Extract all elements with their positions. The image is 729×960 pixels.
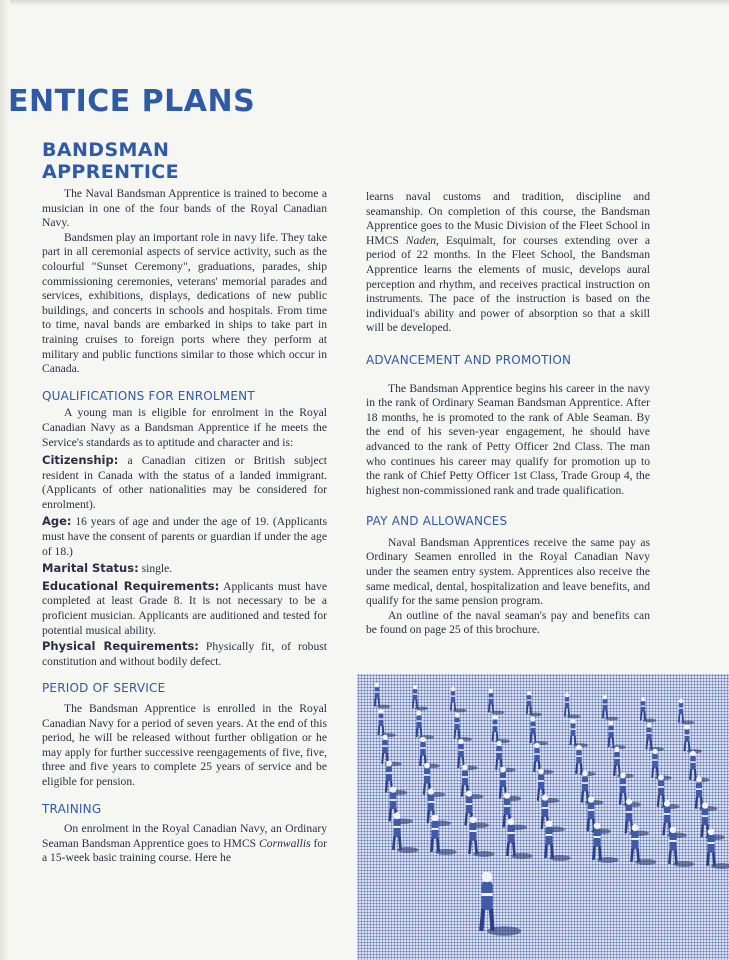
training-text-continued: learns naval customs and tradition, discipline and seamanship. On completion of this course, the Bandsman Apprentice goes to the Music Division of the Fleet School in HMCS — [366, 190, 650, 247]
band-member — [565, 693, 581, 718]
intro-paragraph-1: The Naval Bandsman Apprentice is trained to become a musician in one of the four bands of the Royal Canadian Navy. — [42, 187, 327, 230]
ship-name: Naden — [405, 233, 437, 247]
qualification-term: Educational Requirements: — [42, 578, 220, 593]
pay-heading: PAY AND ALLOWANCES — [366, 514, 508, 529]
band-member — [420, 737, 440, 768]
advancement-heading: ADVANCEMENT AND PROMOTION — [366, 352, 572, 367]
navy-band-photo — [357, 674, 729, 960]
band-member — [646, 723, 664, 751]
pay-paragraph-2: An outline of the naval seaman's pay and benefits can be found on page 25 of this brochure. — [366, 608, 650, 637]
band-member — [570, 719, 588, 747]
band-member — [458, 739, 478, 770]
band-member — [608, 721, 626, 749]
qualifications-heading: QUALIFICATIONS FOR ENROLMENT — [42, 388, 255, 403]
band-member — [431, 814, 456, 855]
page-heading: ENTICE PLANS — [8, 84, 256, 119]
band-member — [593, 822, 618, 863]
page-edge — [0, 0, 729, 6]
qualification-marital-status — [42, 561, 327, 577]
band-illustration — [357, 674, 729, 960]
band-member — [492, 715, 510, 743]
band-member — [382, 735, 402, 766]
qualification-education — [42, 579, 327, 638]
band-member — [631, 824, 656, 865]
left-column — [42, 187, 327, 866]
qualification-text: 16 years of age and under the age of 19. (Applicants must have the consent of parents or guardian if under the age of 18.) — [42, 515, 327, 558]
band-member — [603, 695, 619, 720]
section-title-line-2: APPRENTICE — [42, 161, 180, 183]
qualification-text: single. — [138, 562, 173, 576]
band-member — [416, 711, 434, 739]
intro-paragraph-2: Bandsmen play an important role in navy life. They take part in all ceremonial aspects of service activity, such as the colourful "Sunset Ceremony", graduations, parades, ship commissioning ceremonies, veterans' memorial parades and services, exhibitions, displays, dedications of new public buildings, and concerts in schools and hospitals. From time to time, naval bands are embarked in ships to take part in training cruises to foreign ports where they perform at military and public functions similar to those which occur in Canada. — [42, 230, 327, 376]
band-member — [469, 816, 494, 857]
band-member — [684, 725, 702, 753]
qualification-text: a Canadian citizen or British subject resident in Canada with the status of a landed immigrant. (Applicants of other nationalities may be considered for enrolment). — [42, 454, 327, 511]
band-member — [451, 687, 467, 712]
band-member — [413, 685, 429, 710]
period-paragraph: The Bandsman Apprentice is enrolled in the Royal Canadian Navy for a period of seven years. At the end of this period, he will be released without further obligation or he may apply for further successive reengagements of five, five, three and five years to complete 25 years of service and be eligible for pension. — [42, 702, 327, 788]
section-title-line-1: BANDSMAN — [42, 139, 170, 161]
advancement-paragraph: The Bandsman Apprentice begins his career in the navy in the rank of Ordinary Seaman Bandsman Apprentice. After 18 months, he is promoted to the rank of Able Seaman. By the end of his seven-year engagement, he should have advanced to the rank of Petty Officer 2nd Class. The man who continues his career may qualify for promotion up to the rank of Chief Petty Officer 1st Class, Trade Group 4, the highest non-commissioned rank and trade qualification. — [366, 381, 650, 497]
qualifications-intro: A young man is eligible for enrolment in the Royal Canadian Navy as a Bandsman Apprentice if he meets the Service's standards as to aptitude and character and is: — [42, 406, 327, 449]
band-member — [707, 828, 729, 869]
band-member — [534, 743, 554, 774]
band-member — [496, 741, 516, 772]
band-member — [454, 713, 472, 741]
qualification-age — [42, 514, 327, 559]
qualification-term: Citizenship: — [42, 453, 119, 468]
band-member — [489, 689, 505, 714]
pay-paragraph-1: Naval Bandsman Apprentices receive the same pay as Ordinary Seamen enrolled in the Royal Canadian Navy under the seamen entry system. Apprentices also receive the same medical, dental, hospitalization and leave benefits, and qualify for the same pension program. — [366, 535, 650, 608]
band-member — [530, 717, 548, 745]
band-member — [481, 872, 521, 936]
band-member — [393, 812, 418, 853]
band-member — [527, 691, 543, 716]
section-title — [42, 139, 179, 183]
band-member — [679, 699, 695, 724]
band-member — [669, 826, 694, 867]
period-heading: PERIOD OF SERVICE — [42, 681, 166, 696]
training-paragraph-start — [42, 822, 327, 866]
page-gutter — [0, 0, 10, 960]
qualification-term: Marital Status: — [42, 561, 139, 576]
band-member — [641, 697, 657, 722]
training-text: On enrolment in the Royal Canadian Navy, an Ordinary Seaman Bandsman Apprentice goes to HMCS — [42, 822, 327, 850]
band-member — [375, 683, 391, 708]
qualification-text: Physically fit, of robust constitution and without bodily defect. — [42, 640, 327, 668]
band-member — [507, 818, 532, 859]
qualification-term: Age: — [42, 514, 72, 529]
training-heading: TRAINING — [42, 801, 102, 816]
right-column — [366, 190, 650, 638]
qualification-citizenship — [42, 453, 327, 512]
band-member — [545, 820, 570, 861]
qualification-physical — [42, 639, 327, 669]
qualification-text: Applicants must have completed at least Grade 8. It is not necessary to be a proficient musician. Applicants are auditioned and tested for potential musical ability. — [42, 579, 328, 637]
training-paragraph-continued — [366, 190, 650, 336]
band-member — [378, 709, 396, 737]
training-text: for a 15-week basic training course. Here he — [42, 836, 328, 865]
training-text: , Esquimalt, for courses extending over a period of 22 months. In the Fleet School, the Bandsman Apprentice learns the elements of music, develops aural perception and rhythm, and receives practical instruction on instruments. The pace of the instruction is based on the individual's ability and power of absorption so that a skill will be developed. — [366, 233, 650, 335]
qualification-term: Physical Requirements: — [42, 639, 199, 654]
ship-name: Cornwallis — [259, 836, 311, 850]
